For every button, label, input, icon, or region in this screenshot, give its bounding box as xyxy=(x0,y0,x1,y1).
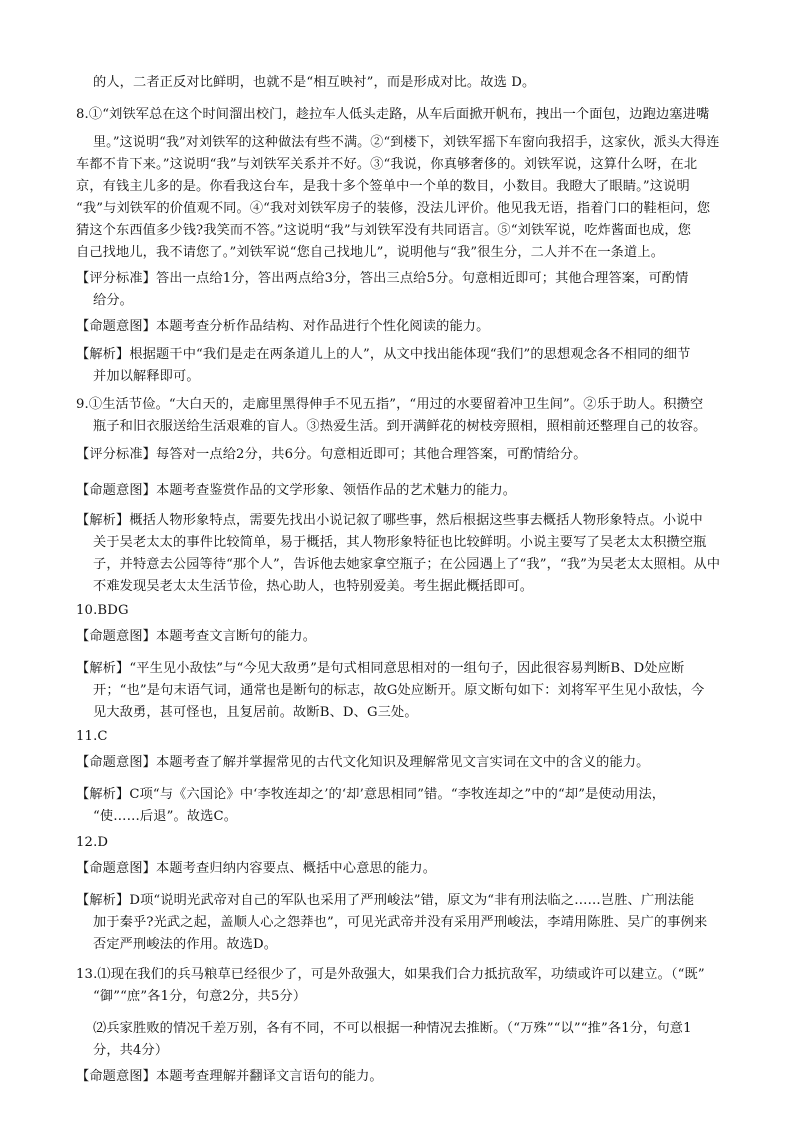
text-line: 猜这个东西值多少钱?我笑而不答。”这说明“我”与刘铁军没有共同语言。⑤“刘铁军说，吃炸酱面也成，您 xyxy=(76,223,692,238)
text-line: 否定严刑峻法的作用。故选D。 xyxy=(93,937,278,952)
text-line: ⑵兵家胜败的情况千差万别，各有不同，不可以根据一种情况去推断。（“万殊”“以”“推”各1分，句意1 xyxy=(93,1021,692,1036)
answer-11-line: 11.C xyxy=(76,729,108,744)
intent-line: 【命题意图】本题考查文言断句的能力。 xyxy=(76,629,317,644)
text-line: 并加以解释即可。 xyxy=(93,369,200,384)
text-line: 子，并特意去公园等待“那个人”，告诉他去她家拿空瓶子；在公园遇上了“我”，“我”为吴老太太照相。从中 xyxy=(93,557,721,572)
text-line: 瓶子和旧衣服送给生活艰难的盲人。③热爱生活。到开满鲜花的树枝旁照相，照相前还整理自己的妆容。 xyxy=(93,419,707,434)
answer-10-line: 10.BDG xyxy=(76,603,129,618)
answer-12-line: 12.D xyxy=(76,835,109,850)
text-line: 自己找地儿，我不请您了。”刘铁军说“您自己找地儿”，说明他与“我”很生分，二人并不在一条道上。 xyxy=(76,245,665,260)
intent-line: 【命题意图】本题考查理解并翻译文言语句的能力。 xyxy=(76,1069,383,1084)
analysis-line: 【解析】根据题干中“我们是走在两条道儿上的人”，从文中找出能体现“我们”的思想观念各不相同的细节 xyxy=(76,347,691,362)
text-line: “御”“庶”各1分，句意2分，共5分） xyxy=(93,989,307,1004)
analysis-line: 【解析】D项“说明光武帝对自己的军队也采用了严刑峻法”错，原文为“非有刑法临之……岂胜、广刑法能 xyxy=(76,893,695,908)
intent-line: 【命题意图】本题考查鉴赏作品的文学形象、领悟作品的艺术魅力的能力。 xyxy=(76,483,517,498)
answer-13-line: 13.⑴现在我们的兵马粮草已经很少了，可是外敌强大，如果我们合力抵抗敌军，功绩或许可以建立。（“既” xyxy=(76,967,705,982)
text-line: 车都不肯下来。”这说明“我”与刘铁军关系并不好。③“我说，你真够奢侈的。刘铁军说，这算什么呀，在北 xyxy=(76,157,698,172)
text-line: 加于秦乎?光武之起，盖顺人心之怨莽也”，可见光武帝并没有采用严刑峻法，李靖用陈胜、吴广的事例来 xyxy=(93,915,708,930)
analysis-line: 【解析】C项“与《六国论》中‘李牧连却之’的‘却’意思相同”错。“李牧连却之”中的“却”是使动用法， xyxy=(76,787,666,802)
text-line: “使……后退”。故选C。 xyxy=(93,809,238,824)
intent-line: 【命题意图】本题考查归纳内容要点、概括中心意思的能力。 xyxy=(76,861,437,876)
text-line: “我”与刘铁军的价值观不同。④“我对刘铁军房子的装修，没法儿评价。他见我无语，指着门口的鞋柜问，您 xyxy=(76,201,711,216)
analysis-line: 【解析】概括人物形象特点，需要先找出小说记叙了哪些事，然后根据这些事去概括人物形象特点。小说中 xyxy=(76,513,703,528)
analysis-line: 【解析】“平生见小敌怯”与“今见大敌勇”是句式相同意思相对的一组句子，因此很容易判断B、D处应断 xyxy=(76,661,685,676)
text-line: 给分。 xyxy=(93,293,134,308)
text-line: 开；“也”是句末语气词，通常也是断句的标志，故G处应断开。原文断句如下：刘将军平生见小敌怯，今 xyxy=(93,683,705,698)
intent-line: 【命题意图】本题考查了解并掌握常见的古代文化知识及理解常见文言实词在文中的含义的能力。 xyxy=(76,755,650,770)
intent-line: 【命题意图】本题考查分析作品结构、对作品进行个性化阅读的能力。 xyxy=(76,319,490,334)
scoring-criteria: 【评分标准】每答对一点给2分，共6分。句意相近即可；其他合理答案，可酌情给分。 xyxy=(76,447,587,462)
text-line: 见大敌勇，甚可怪也，且复居前。故断B、D、G三处。 xyxy=(93,705,418,720)
scoring-criteria: 【评分标准】答出一点给1分，答出两点给3分，答出三点给5分。句意相近即可；其他合理答案，可酌情 xyxy=(76,271,689,286)
text-line: 关于吴老太太的事件比较简单，易于概括，其人物形象特征也比较鲜明。小说主要写了吴老太太积攒空瓶 xyxy=(93,535,707,550)
text-line: 不难发现吴老太太生活节俭，热心助人，也特别爱美。考生据此概括即可。 xyxy=(93,579,534,594)
text-line: 分，共4分） xyxy=(93,1043,169,1058)
text-line: 里。”这说明“我”对刘铁军的这种做法有些不满。②“到楼下，刘铁军摇下车窗向我招手，这家伙，派头大得连 xyxy=(93,135,720,150)
text-line: 京，有钱主儿多的是。你看我这台车，是我十多个签单中一个单的数目，小数目。我瞪大了眼睛。”这说明 xyxy=(76,179,690,194)
text-line: 的人，二者正反对比鲜明，也就不是“相互映衬”，而是形成对比。故选 D。 xyxy=(93,75,536,90)
answer-8-line: 8.①“刘铁军总在这个时间溜出校门，趁拉车人低头走路，从车后面掀开帆布，拽出一个面包，边跑边塞进嘴 xyxy=(76,107,710,122)
answer-9-line: 9.①生活节俭。“大白天的，走廊里黑得伸手不见五指”，“用过的水要留着冲卫生间”。②乐于助人。积攒空 xyxy=(76,397,704,412)
